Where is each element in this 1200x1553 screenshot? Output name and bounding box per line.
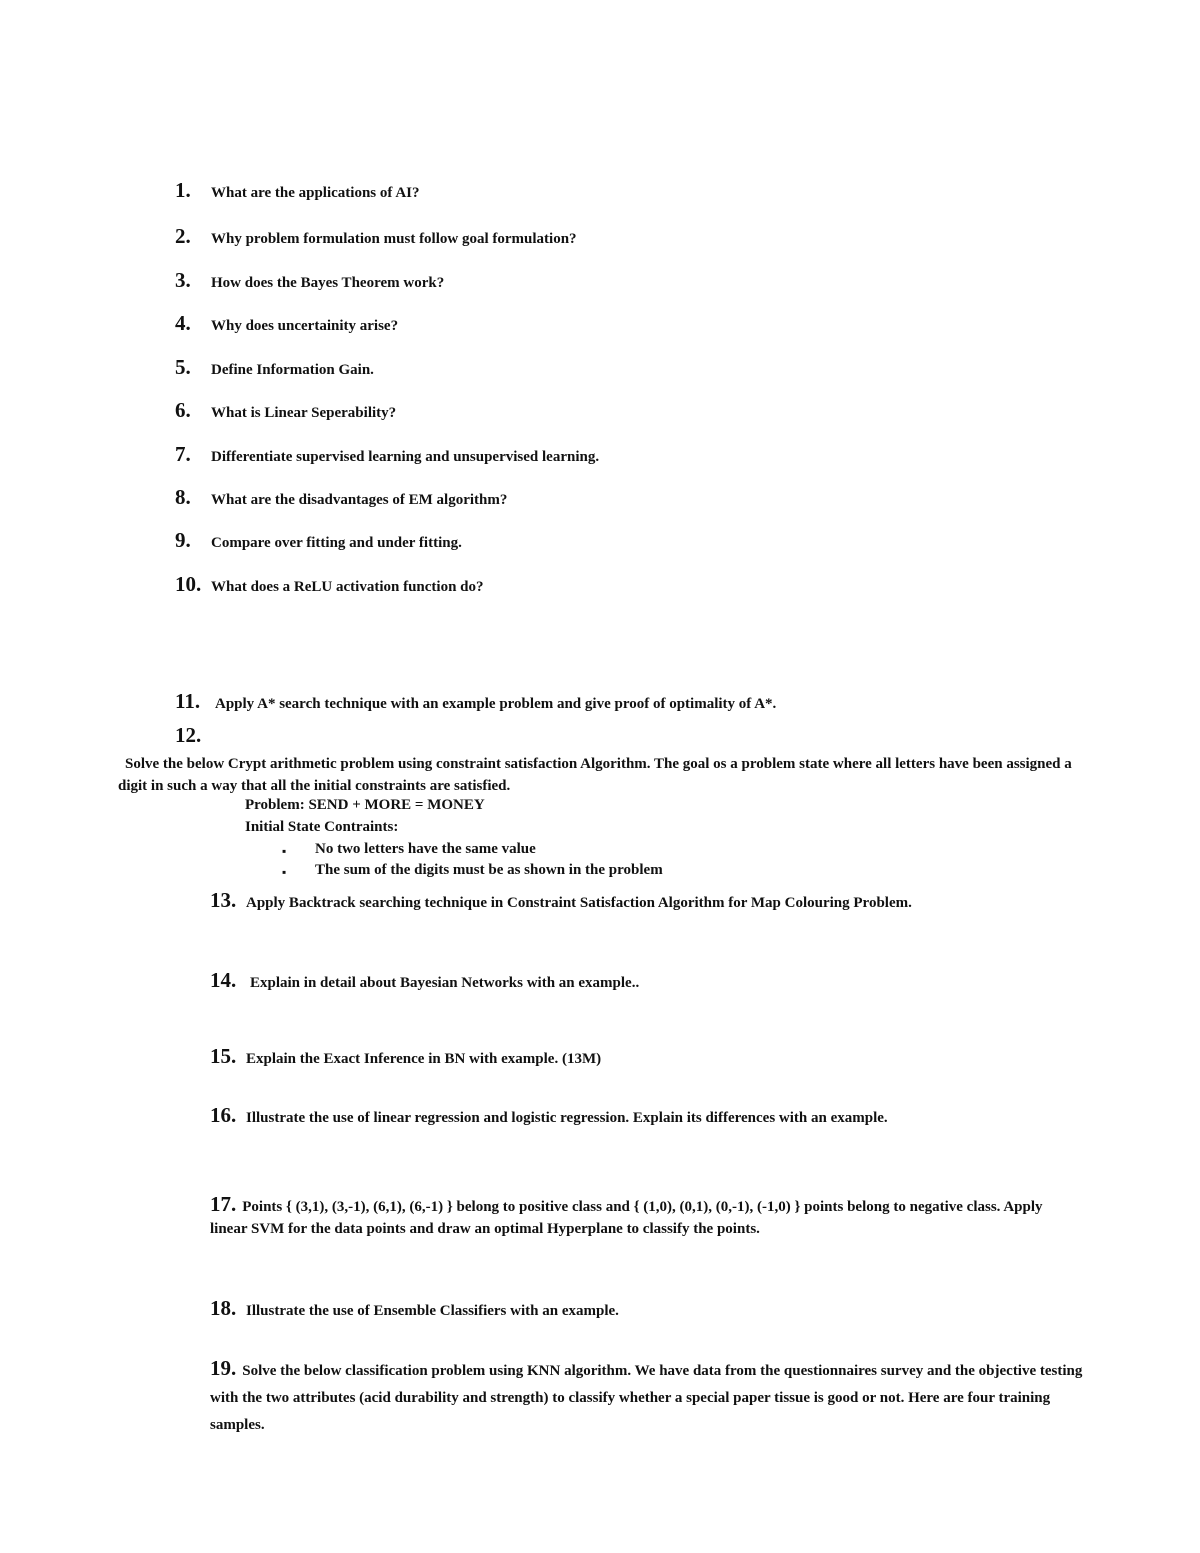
question-text: Illustrate the use of Ensemble Classifiers with an example. (246, 1303, 619, 1319)
question-7 (175, 442, 599, 467)
question-number: 8. (175, 485, 191, 509)
question-number: 9. (175, 528, 191, 552)
question-text: Define Information Gain. (211, 362, 374, 378)
question-number: 11. (175, 689, 201, 713)
question-12 (175, 723, 201, 748)
question-3 (175, 268, 444, 293)
question-9 (175, 528, 462, 553)
question-number: 15. (210, 1044, 237, 1068)
question-number: 18. (210, 1296, 237, 1320)
question-text: Why does uncertainity arise? (211, 318, 399, 334)
question-number: 3. (175, 268, 191, 292)
question-number: 7. (175, 442, 191, 466)
question-1 (175, 178, 419, 203)
question-text: What are the disadvantages of EM algorithm? (211, 492, 508, 508)
question-10 (175, 572, 484, 597)
question-number: 2. (175, 224, 191, 248)
question-11 (175, 689, 776, 714)
question-2 (175, 224, 577, 249)
question-text: Illustrate the use of linear regression and logistic regression. Explain its differences with an example. (246, 1110, 888, 1126)
question-number: 16. (210, 1103, 237, 1127)
question-text: Points { (3,1), (3,-1), (6,1), (6,-1) } belong to positive class and { (1,0), (0,1), (0,-1), (-1,0) } points belong to negative class. Apply linear SVM for the data points and draw an optimal Hyperplane to classify the points. (210, 1199, 1043, 1237)
question-number: 19. (210, 1356, 237, 1380)
question-18 (210, 1296, 619, 1321)
question-text: What are the applications of AI? (211, 185, 420, 201)
question-number: 6. (175, 398, 191, 422)
question-text: Differentiate supervised learning and unsupervised learning. (211, 449, 600, 465)
question-text: Explain the Exact Inference in BN with example. (13M) (246, 1051, 602, 1067)
question-13 (210, 888, 912, 913)
question-text: What does a ReLU activation function do? (211, 579, 484, 595)
constraint-item: No two letters have the same value (315, 841, 536, 857)
crypt-arithmetic-intro: Solve the below Crypt arithmetic problem using constraint satisfaction Algorithm. The goal os a problem state where all letters have been assigned a digit in such a way that all the initial constraints are satisfied. (118, 756, 1072, 794)
question-number: 13. (210, 888, 237, 912)
question-number: 5. (175, 355, 191, 379)
question-text: Apply Backtrack searching technique in Constraint Satisfaction Algorithm for Map Colouring Problem. (246, 895, 912, 911)
question-text: Explain in detail about Bayesian Networks with an example.. (250, 975, 640, 991)
question-8 (175, 485, 507, 510)
constraint-item: The sum of the digits must be as shown in the problem (315, 862, 663, 878)
problem-statement: Problem: SEND + MORE = MONEY (245, 797, 485, 813)
question-text: Solve the below classification problem using KNN algorithm. We have data from the questionnaires survey and the objective testing with the two attributes (acid durability and strength) to classify whether a special paper tissue is good or not. Here are four training samples. (210, 1363, 1083, 1433)
question-number: 17. (210, 1192, 237, 1216)
question-15 (210, 1044, 601, 1069)
question-text: Apply A* search technique with an example problem and give proof of optimality of A*. (215, 696, 777, 712)
question-number: 10. (175, 572, 202, 596)
bullet-icon: ▪ (282, 865, 287, 879)
question-text: Compare over fitting and under fitting. (211, 535, 462, 551)
question-text: How does the Bayes Theorem work? (211, 275, 445, 291)
constraints-heading: Initial State Contraints: (245, 819, 399, 835)
question-4 (175, 311, 398, 336)
question-17 (210, 1193, 1050, 1240)
question-number: 4. (175, 311, 191, 335)
question-14 (210, 968, 639, 993)
question-19 (210, 1355, 1095, 1439)
question-number: 12. (175, 723, 202, 747)
question-text: What is Linear Seperability? (211, 405, 397, 421)
question-16 (210, 1103, 888, 1128)
question-text: Why problem formulation must follow goal formulation? (211, 231, 577, 247)
question-5 (175, 355, 374, 380)
question-6 (175, 398, 396, 423)
bullet-icon: ▪ (282, 844, 287, 858)
question-number: 14. (210, 968, 237, 992)
question-number: 1. (175, 178, 191, 202)
